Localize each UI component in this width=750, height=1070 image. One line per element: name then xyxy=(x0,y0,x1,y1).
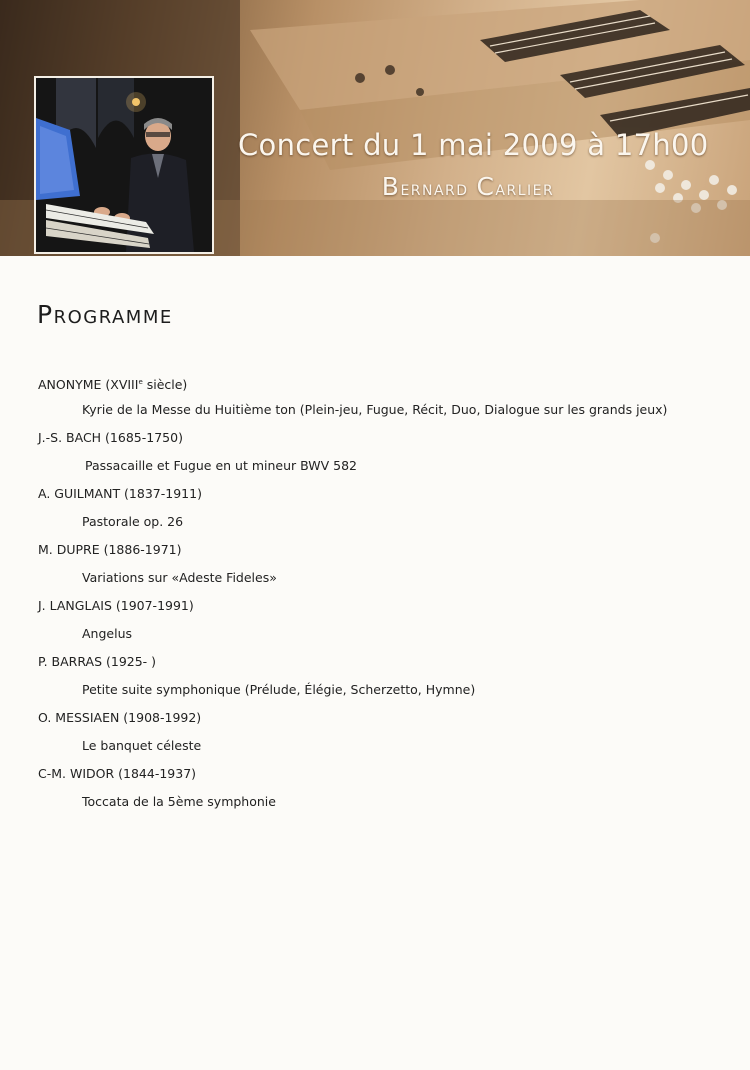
header-banner xyxy=(0,0,750,256)
composer-name: P. BARRAS (1925- ) xyxy=(38,654,157,669)
piece-title: Variations sur «Adeste Fideles» xyxy=(82,570,277,585)
composer-name: A. GUILMANT (1837-1911) xyxy=(38,486,202,501)
composer-name: C-M. WIDOR (1844-1937) xyxy=(38,766,197,781)
piece-title: Passacaille et Fugue en ut mineur BWV 582 xyxy=(85,458,358,473)
performer-name: Bernard Carlier xyxy=(381,172,555,201)
piece-title: Pastorale op. 26 xyxy=(82,514,184,529)
programme-list xyxy=(38,372,728,820)
piece-title: Le banquet céleste xyxy=(82,738,202,753)
piece-title: Angelus xyxy=(82,626,133,641)
piece-title: Kyrie de la Messe du Huitième ton (Plein-jeu, Fugue, Récit, Duo, Dialogue sur les grands jeux) xyxy=(82,402,668,417)
composer-name: J. LANGLAIS (1907-1991) xyxy=(38,598,194,613)
composer-name: O. MESSIAEN (1908-1992) xyxy=(38,710,202,725)
piece-title: Toccata de la 5ème symphonie xyxy=(82,794,276,809)
piece-title: Petite suite symphonique (Prélude, Élégie, Scherzetto, Hymne) xyxy=(82,682,476,697)
concert-title: Concert du 1 mai 2009 à 17h00 xyxy=(238,128,709,162)
composer-name: J.-S. BACH (1685-1750) xyxy=(38,430,183,445)
composer-name: M. DUPRE (1886-1971) xyxy=(38,542,182,557)
composer-name: ANONYME (XVIIIe siècle) xyxy=(38,377,188,393)
programme-heading: Programme xyxy=(37,300,173,329)
organist-photo xyxy=(34,76,214,254)
